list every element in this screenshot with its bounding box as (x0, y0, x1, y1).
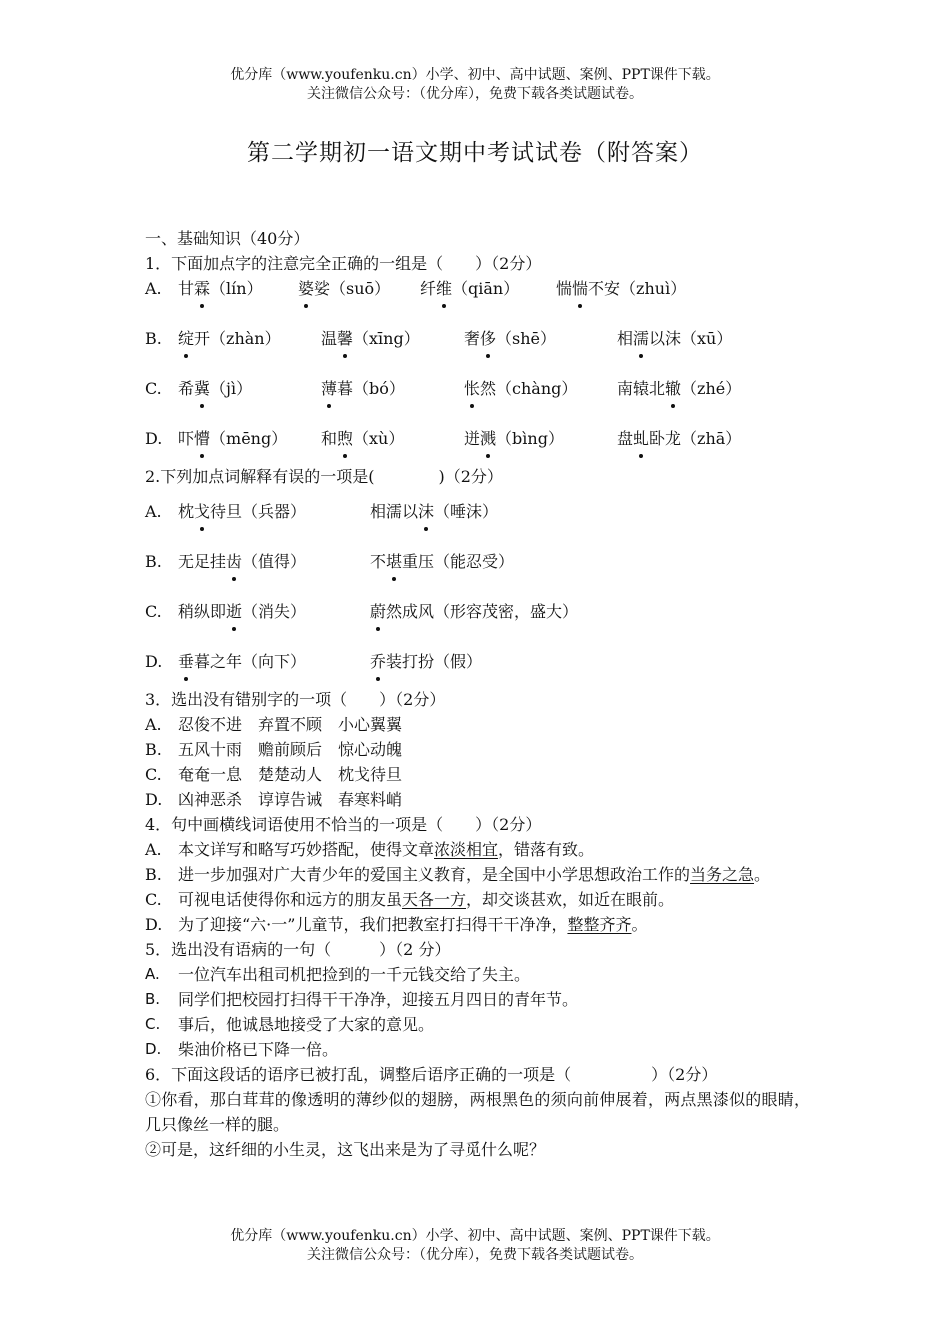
q6-passage-2: ②可是，这纤细的小生灵，这飞出来是为了寻觅什么呢？ (145, 1140, 546, 1159)
option-label: C. (145, 765, 162, 784)
q3-option-c[interactable] (145, 762, 810, 787)
option-word: 纤维（qiān） (420, 276, 556, 326)
option-text: 进一步加强对广大青少年的爱国主义教育，是全国中小学思想政治工作的当务之急。 (178, 865, 771, 884)
dotted-char: 霖 (194, 276, 210, 301)
option-label: A. (145, 715, 162, 734)
dotted-char: 婆 (298, 276, 314, 301)
q4-option-b[interactable] (145, 862, 810, 887)
dotted-char: 垂 (178, 649, 194, 674)
option-label: C. (145, 379, 162, 398)
underlined-phrase: 当务之急 (690, 865, 755, 884)
option-label: B. (145, 552, 162, 571)
q2-option-d[interactable] (145, 649, 810, 687)
q3-option-d[interactable] (145, 787, 810, 812)
q1-option-c[interactable] (145, 376, 810, 426)
option-phrase: 枕戈待旦（兵器） (178, 499, 370, 549)
q2-option-b[interactable] (145, 549, 810, 599)
option-label: B. (145, 990, 161, 1008)
page-title: 第二学期初一语文期中考试试卷（附答案） (247, 140, 703, 166)
underlined-phrase: 整整齐齐 (567, 915, 632, 934)
dotted-char: 惴 (572, 276, 588, 301)
underlined-phrase: 天各一方 (402, 890, 467, 909)
q3-option-b[interactable] (145, 737, 810, 762)
q5-option-a[interactable] (145, 962, 810, 987)
dotted-char: 绽 (178, 326, 194, 351)
option-label: D. (145, 1040, 162, 1058)
option-word: 绽开（zhàn） (178, 326, 321, 376)
option-word: 婆娑（suō） (298, 276, 420, 326)
option-phrase: 乔装打扮（假） (370, 649, 482, 687)
option-text: 凶神恶杀 谆谆告诫 春寒料峭 (178, 790, 403, 809)
q3-stem: 3．选出没有错别字的一项（ ）（2分） (145, 690, 446, 709)
header-line-2: 关注微信公众号：（优分库），免费下载各类试题试卷。 (307, 86, 643, 102)
option-text: 事后，他诚恳地接受了大家的意见。 (178, 1015, 435, 1034)
option-text: 可视电话使得你和远方的朋友虽天各一方，却交谈甚欢，如近在眼前。 (178, 890, 675, 909)
q5-option-c[interactable] (145, 1012, 810, 1037)
option-label: B. (145, 865, 162, 884)
dotted-char: 馨 (337, 326, 353, 351)
option-phrase: 垂暮之年（向下） (178, 649, 370, 687)
q3-option-a[interactable] (145, 712, 810, 737)
option-label: B. (145, 740, 162, 759)
option-word: 盘虬卧龙（zhā） (617, 426, 741, 476)
q4-option-a[interactable] (145, 837, 810, 862)
document-body (145, 226, 810, 1162)
q6-stem: 6．下面这段话的语序已被打乱，调整后语序正确的一项是（ ）（2分） (145, 1065, 718, 1084)
dotted-char: 溅 (480, 426, 496, 451)
q5-option-d[interactable] (145, 1037, 810, 1062)
dotted-char: 乔 (370, 649, 386, 674)
dotted-char: 怅 (464, 376, 480, 401)
option-phrase: 不堪重压（能忍受） (370, 549, 514, 599)
q1-option-a[interactable] (145, 276, 810, 326)
page-footer (0, 1227, 950, 1265)
option-label: C. (145, 890, 162, 909)
dotted-char: 虬 (633, 426, 649, 451)
footer-line-2: 关注微信公众号：（优分库），免费下载各类试题试卷。 (307, 1247, 643, 1263)
option-text: 柴油价格已下降一倍。 (178, 1040, 339, 1059)
underlined-phrase: 浓淡相宜 (434, 840, 499, 859)
option-label: C. (145, 602, 162, 621)
dotted-char: 齿 (226, 549, 242, 574)
option-phrase: 蔚然成风（形容茂密，盛大） (370, 599, 578, 649)
option-label: D. (145, 652, 163, 671)
option-word: 温馨（xīng） (321, 326, 464, 376)
dotted-char: 蔚 (370, 599, 386, 624)
page-header (0, 66, 950, 104)
option-label: D. (145, 429, 163, 448)
footer-line-1: 优分库（www.youfenku.cn）小学、初中、高中试题、案例、PPT课件下载。 (230, 1228, 720, 1244)
option-text: 忍俊不进 弃置不顾 小心翼翼 (178, 715, 403, 734)
q5-option-b[interactable] (145, 987, 810, 1012)
dotted-char: 堪 (386, 549, 402, 574)
option-text: 五风十雨 赡前顾后 惊心动魄 (178, 740, 403, 759)
option-text: 同学们把校园打扫得干干净净，迎接五月四日的青年节。 (178, 990, 579, 1009)
q2-stem: 2.下列加点词解释有误的一项是( )（2分） (145, 467, 503, 486)
dotted-char: 维 (436, 276, 452, 301)
option-label: C. (145, 1015, 161, 1033)
option-label: D. (145, 790, 163, 809)
q1-option-b[interactable] (145, 326, 810, 376)
header-line-1: 优分库（www.youfenku.cn）小学、初中、高中试题、案例、PPT课件下载。 (230, 67, 720, 83)
q6-passage-1: ①你看，那白茸茸的像透明的薄纱似的翅膀，两根黑色的须向前伸展着，两点黑漆似的眼睛，几只像丝一样的腿。 (145, 1090, 810, 1134)
option-word: 奢侈（shē） (464, 326, 617, 376)
option-text: 本文详写和略写巧妙搭配，使得文章浓淡相宜，错落有致。 (178, 840, 595, 859)
option-text: 一位汽车出租司机把捡到的一千元钱交给了失主。 (178, 965, 531, 984)
dotted-char: 逝 (226, 599, 242, 624)
dotted-char: 辙 (665, 376, 681, 401)
q2-option-a[interactable] (145, 499, 810, 549)
option-phrase: 无足挂齿（值得） (178, 549, 370, 599)
option-text: 为了迎接“六·一”儿童节，我们把教室打扫得干干净净，整整齐齐。 (178, 915, 648, 934)
option-word: 和煦（xù） (321, 426, 464, 476)
q4-option-d[interactable] (145, 912, 810, 937)
option-label: A. (145, 965, 160, 983)
q4-stem: 4．句中画横线词语使用不恰当的一项是（ ）（2分） (145, 815, 542, 834)
option-phrase: 相濡以沫（唾沫） (370, 499, 498, 549)
dotted-char: 濡 (633, 326, 649, 351)
option-word: 相濡以沫（xū） (617, 326, 732, 376)
dotted-char: 戈 (194, 499, 210, 524)
q1-stem: 1．下面加点字的注意完全正确的一组是（ ）（2分） (145, 254, 542, 273)
option-label: A. (145, 279, 162, 298)
option-word: 南辕北辙（zhé） (617, 376, 741, 426)
dotted-char: 煦 (337, 426, 353, 451)
option-text: 奄奄一息 楚楚动人 枕戈待旦 (178, 765, 403, 784)
option-label: A. (145, 502, 162, 521)
option-label: D. (145, 915, 163, 934)
option-label: A. (145, 840, 162, 859)
option-word: 怅然（chàng） (464, 376, 617, 426)
section-heading: 一、基础知识（40分） (145, 229, 310, 248)
option-label: B. (145, 329, 162, 348)
q2-option-c[interactable] (145, 599, 810, 649)
option-phrase: 稍纵即逝（消失） (178, 599, 370, 649)
q5-stem: 5．选出没有语病的一句（ ）（2 分） (145, 940, 451, 959)
option-word: 薄暮（bó） (321, 376, 464, 426)
dotted-char: 侈 (480, 326, 496, 351)
dotted-char: 冀 (194, 376, 210, 401)
option-word: 吓懵（mēng） (178, 426, 321, 476)
dotted-char: 沫 (418, 499, 434, 524)
option-word: 迸溅（bìng） (464, 426, 617, 476)
option-word: 惴惴不安（zhuì） (556, 276, 686, 326)
dotted-char: 薄 (321, 376, 337, 401)
option-word: 希冀（jì） (178, 376, 321, 426)
q4-option-c[interactable] (145, 887, 810, 912)
option-word: 甘霖（lín） (178, 276, 298, 326)
dotted-char: 懵 (194, 426, 210, 451)
